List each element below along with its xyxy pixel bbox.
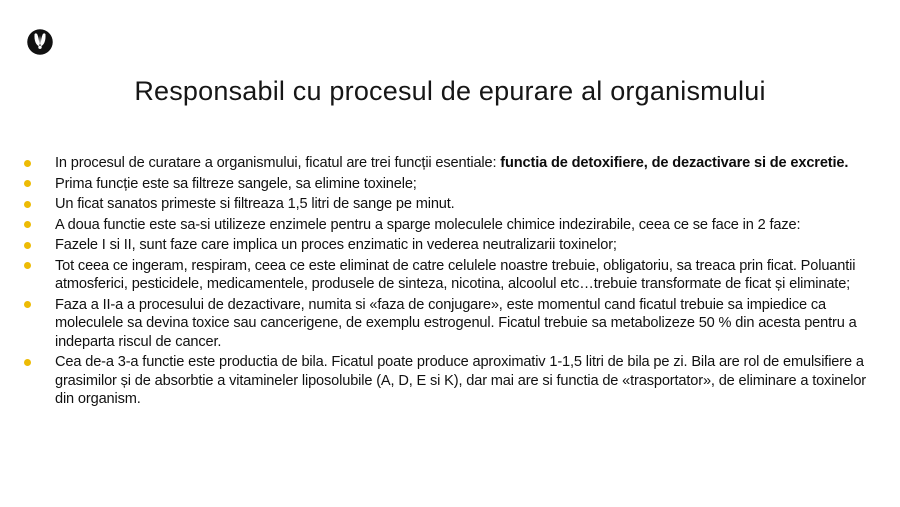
- list-item: [20, 175, 866, 194]
- list-item: [20, 216, 866, 235]
- list-item: [20, 236, 866, 255]
- bullet-text: Fazele I si II, sunt faze care implica un proces enzimatic in vederea neutralizarii toxinelor;: [55, 237, 617, 253]
- bullet-text: Prima funcție este sa filtreze sangele, sa elimine toxinele;: [55, 175, 417, 192]
- bullet-text: A doua functie este sa-si utilizeze enzimele pentru a sparge moleculele chimice indezirabile, ceea ce se face in 2 faze:: [55, 216, 801, 233]
- list-item: [20, 353, 866, 409]
- list-item: [20, 296, 866, 352]
- bullet-icon: [24, 359, 31, 366]
- list-item: [20, 195, 866, 214]
- bullet-text: Cea de-a 3-a functie este productia de bila. Ficatul poate produce aproximativ 1-1,5 litri de bila pe zi. Bila are rol de emulsifiere a grasimilor și de absorbtie a vitamineler liposolubile (A, D, E si K), dar mai are si functia de «trasportator», de eliminare a toxinelor din organism.: [55, 354, 867, 407]
- bullet-text: Faza a II-a a procesului de dezactivare, numita si «faza de conjugare», este momentul cand ficatul trebuie sa impiedice ca moleculele sa devina toxice sau cancerigene, de exemplu estrogenul. Ficatul trebuie sa metabolizeze 50 % din acesta pentru a indeparta riscul de cancer.: [55, 296, 857, 350]
- bullet-icon: [24, 221, 31, 228]
- page-title: Responsabil cu procesul de epurare al organismului: [134, 76, 766, 106]
- bullet-icon: [24, 242, 31, 249]
- bullet-list: [20, 154, 866, 411]
- bullet-icon: [24, 160, 31, 167]
- bullet-icon: [24, 201, 31, 208]
- bullet-text: Un ficat sanatos primeste si filtreaza 1,5 litri de sange pe minut.: [55, 196, 455, 212]
- bullet-text: In procesul de curatare a organismului, ficatul are trei funcții esentiale: functia de detoxifiere, de dezactivare si de excretie.: [55, 155, 849, 171]
- bullet-icon: [24, 180, 31, 187]
- bullet-icon: [24, 301, 31, 308]
- bullet-text: Tot ceea ce ingeram, respiram, ceea ce este eliminat de catre celulele noastre trebuie, obligatoriu, sa treaca prin ficat. Poluantii atmosferici, pesticidele, medicamentele, produsele de sinteza, nicotina, alcoolul etc…trebuie transformate de ficat și eliminate;: [55, 257, 856, 292]
- list-item: [20, 257, 866, 294]
- list-item: [20, 154, 866, 173]
- bullet-icon: [24, 262, 31, 269]
- tulip-logo-icon: [27, 29, 53, 55]
